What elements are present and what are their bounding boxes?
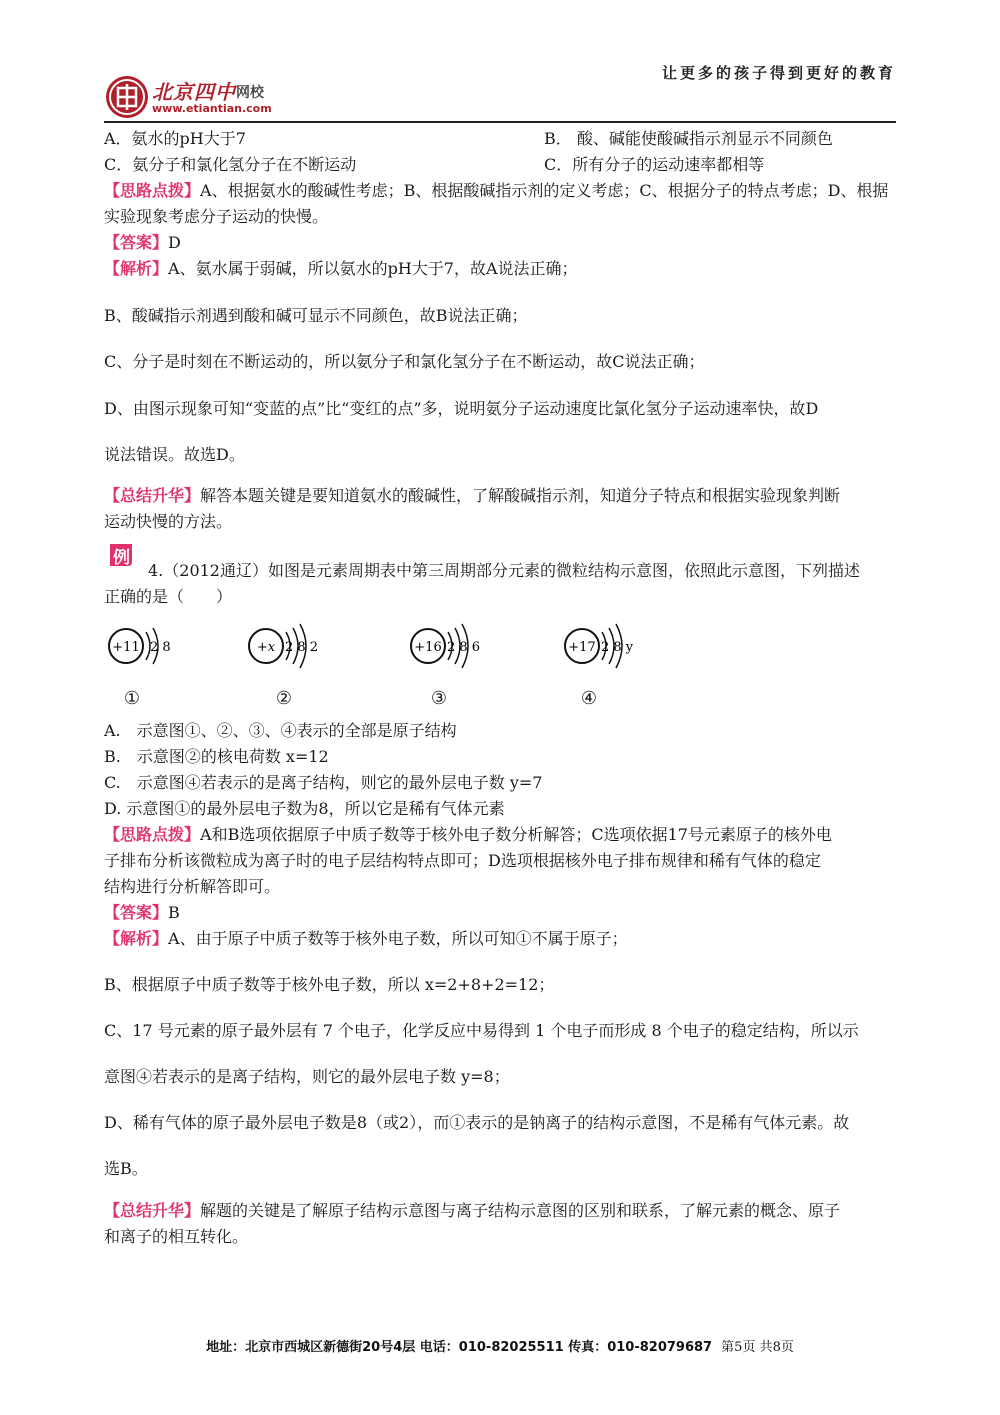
q3-summary-tag: 【总结升华】	[104, 486, 201, 505]
q3-hint-tag: 【思路点拨】	[104, 181, 201, 200]
footer-address: 地址：北京市西城区新德街20号4层 电话：010-82025511 传真：010-82079687	[206, 1340, 713, 1355]
q4-option-c: C. 示意图④若表示的是离子结构，则它的最外层电子数 y=7	[104, 773, 543, 792]
q4-analysis	[104, 928, 904, 950]
logo-text: 北京四中	[152, 80, 236, 104]
q3-summary	[104, 485, 904, 507]
q4-summary-tag: 【总结升华】	[104, 1201, 201, 1220]
atom-3-label: ③	[430, 688, 448, 709]
footer-page-number: 第5页 共8页	[721, 1340, 794, 1355]
logo-url: www.etiantian.com	[152, 102, 272, 115]
q4-summary	[104, 1200, 904, 1222]
q3-options-row-1	[104, 128, 904, 150]
header-slogan: 让更多的孩子得到更好的教育	[661, 64, 896, 82]
atom-diagram-3	[408, 620, 498, 676]
q4-summary-text-1: 解题的关键是了解原子结构示意图与离子结构示意图的区别和联系，了解元素的概念、原子	[200, 1201, 841, 1220]
q3-analysis-a: A、氨水属于弱碱，所以氨水的pH大于7，故A说法正确；	[168, 259, 578, 278]
q4-answer	[104, 902, 904, 924]
q4-analysis-tag: 【解析】	[104, 929, 169, 948]
q4-option-d: D. 示意图①的最外层电子数为8，所以它是稀有气体元素	[104, 799, 505, 818]
q4-hint-text-1: A和B选项依据原子中质子数等于核外电子数分析解答；C选项依据17号元素原子的核外电	[200, 825, 832, 844]
q3-summary-text-2: 运动快慢的方法。	[104, 512, 233, 531]
header-divider	[104, 121, 896, 123]
atom-1-nucleus: +11	[112, 640, 140, 655]
example-badge	[106, 540, 136, 570]
atom-2-nucleus: +x	[256, 640, 276, 655]
atom-diagram-4	[562, 620, 652, 676]
q3-option-d: C．所有分子的运动速率都相等	[544, 155, 765, 174]
q4-option-b: B. 示意图②的核电荷数 x=12	[104, 747, 329, 766]
q3-options-row-2	[104, 154, 904, 176]
q4-stem-1: 4.（2012通辽）如图是元素周期表中第三周期部分元素的微粒结构示意图，依照此示意图，下列描述	[148, 561, 860, 580]
atom-3-nucleus: +16	[414, 640, 442, 655]
q3-hint	[104, 180, 904, 202]
atom-1-shells: 2 8	[150, 640, 171, 655]
q4-option-a: A. 示意图①、②、③、④表示的全部是原子结构	[104, 721, 457, 740]
atom-diagram-1	[106, 620, 196, 676]
atom-4-nucleus: +17	[568, 640, 596, 655]
atom-1-label: ①	[123, 688, 141, 709]
q3-analysis	[104, 258, 904, 280]
q3-analysis-c: C、分子是时刻在不断运动的，所以氨分子和氯化氢分子在不断运动，故C说法正确；	[104, 352, 705, 371]
q4-analysis-a: A、由于原子中质子数等于核外电子数，所以可知①不属于原子；	[168, 929, 628, 948]
q4-analysis-c2: 意图④若表示的是离子结构，则它的最外层电子数 y=8；	[104, 1067, 510, 1086]
q4-hint-text-2: 子排布分析该微粒成为离子时的电子层结构特点即可；D选项根据核外电子排布规律和稀有气体的稳定	[104, 851, 821, 870]
atom-3-shells: 2 8 6	[447, 640, 481, 655]
atom-4-label: ④	[580, 688, 598, 709]
q3-answer-value: D	[168, 233, 181, 252]
q4-summary-text-2: 和离子的相互转化。	[104, 1227, 249, 1246]
footer	[0, 1336, 1000, 1355]
q3-analysis-b: B、酸碱指示剂遇到酸和碱可显示不同颜色，故B说法正确；	[104, 306, 528, 325]
atom-diagram-2	[246, 620, 336, 676]
q4-analysis-d1: D、稀有气体的原子最外层电子数是8（或2），而①表示的是钠离子的结构示意图，不是稀有气体元素。故	[104, 1113, 850, 1132]
q3-analysis-d2: 说法错误。故选D。	[104, 445, 245, 464]
q4-hint	[104, 824, 904, 846]
atom-4-shells: 2 8 y	[601, 640, 634, 655]
q4-hint-text-3: 结构进行分析解答即可。	[104, 877, 281, 896]
q3-summary-text-1: 解答本题关键是要知道氨水的酸碱性，了解酸碱指示剂，知道分子特点和根据实验现象判断	[200, 486, 841, 505]
q3-hint-text-1: A、根据氨水的酸碱性考虑；B、根据酸碱指示剂的定义考虑；C、根据分子的特点考虑；D、根据	[200, 181, 889, 200]
q3-option-b: B． 酸、碱能使酸碱指示剂显示不同颜色	[544, 129, 833, 148]
q3-hint-text-2: 实验现象考虑分子运动的快慢。	[104, 207, 329, 226]
atom-2-shells: 2 8 2	[285, 640, 319, 655]
q3-answer	[104, 232, 904, 254]
q4-hint-tag: 【思路点拨】	[104, 825, 201, 844]
q4-stem-2: 正确的是（ ）	[104, 587, 233, 606]
q3-answer-tag: 【答案】	[104, 233, 169, 252]
q4-analysis-b: B、根据原子中质子数等于核外电子数，所以 x=2+8+2=12；	[104, 975, 555, 994]
q4-answer-value: B	[168, 903, 180, 922]
q4-answer-tag: 【答案】	[104, 903, 169, 922]
q4-analysis-c1: C、17 号元素的原子最外层有 7 个电子，化学反应中易得到 1 个电子而形成 8 个电子的稳定结构，所以示	[104, 1021, 859, 1040]
example-badge-label: 例	[113, 548, 130, 568]
atom-2-label: ②	[275, 688, 293, 709]
logo-web-text: 网校	[236, 85, 264, 101]
logo-emblem-icon	[104, 74, 150, 120]
q3-option-c: C．氨分子和氯化氢分子在不断运动	[104, 155, 357, 174]
q3-analysis-d1: D、由图示现象可知“变蓝的点”比“变红的点”多，说明氨分子运动速度比氯化氢分子运动速率快，故D	[104, 399, 819, 418]
q3-analysis-tag: 【解析】	[104, 259, 169, 278]
q3-option-a: A．氨水的pH大于7	[104, 129, 246, 148]
q4-analysis-d2: 选B。	[104, 1159, 148, 1178]
